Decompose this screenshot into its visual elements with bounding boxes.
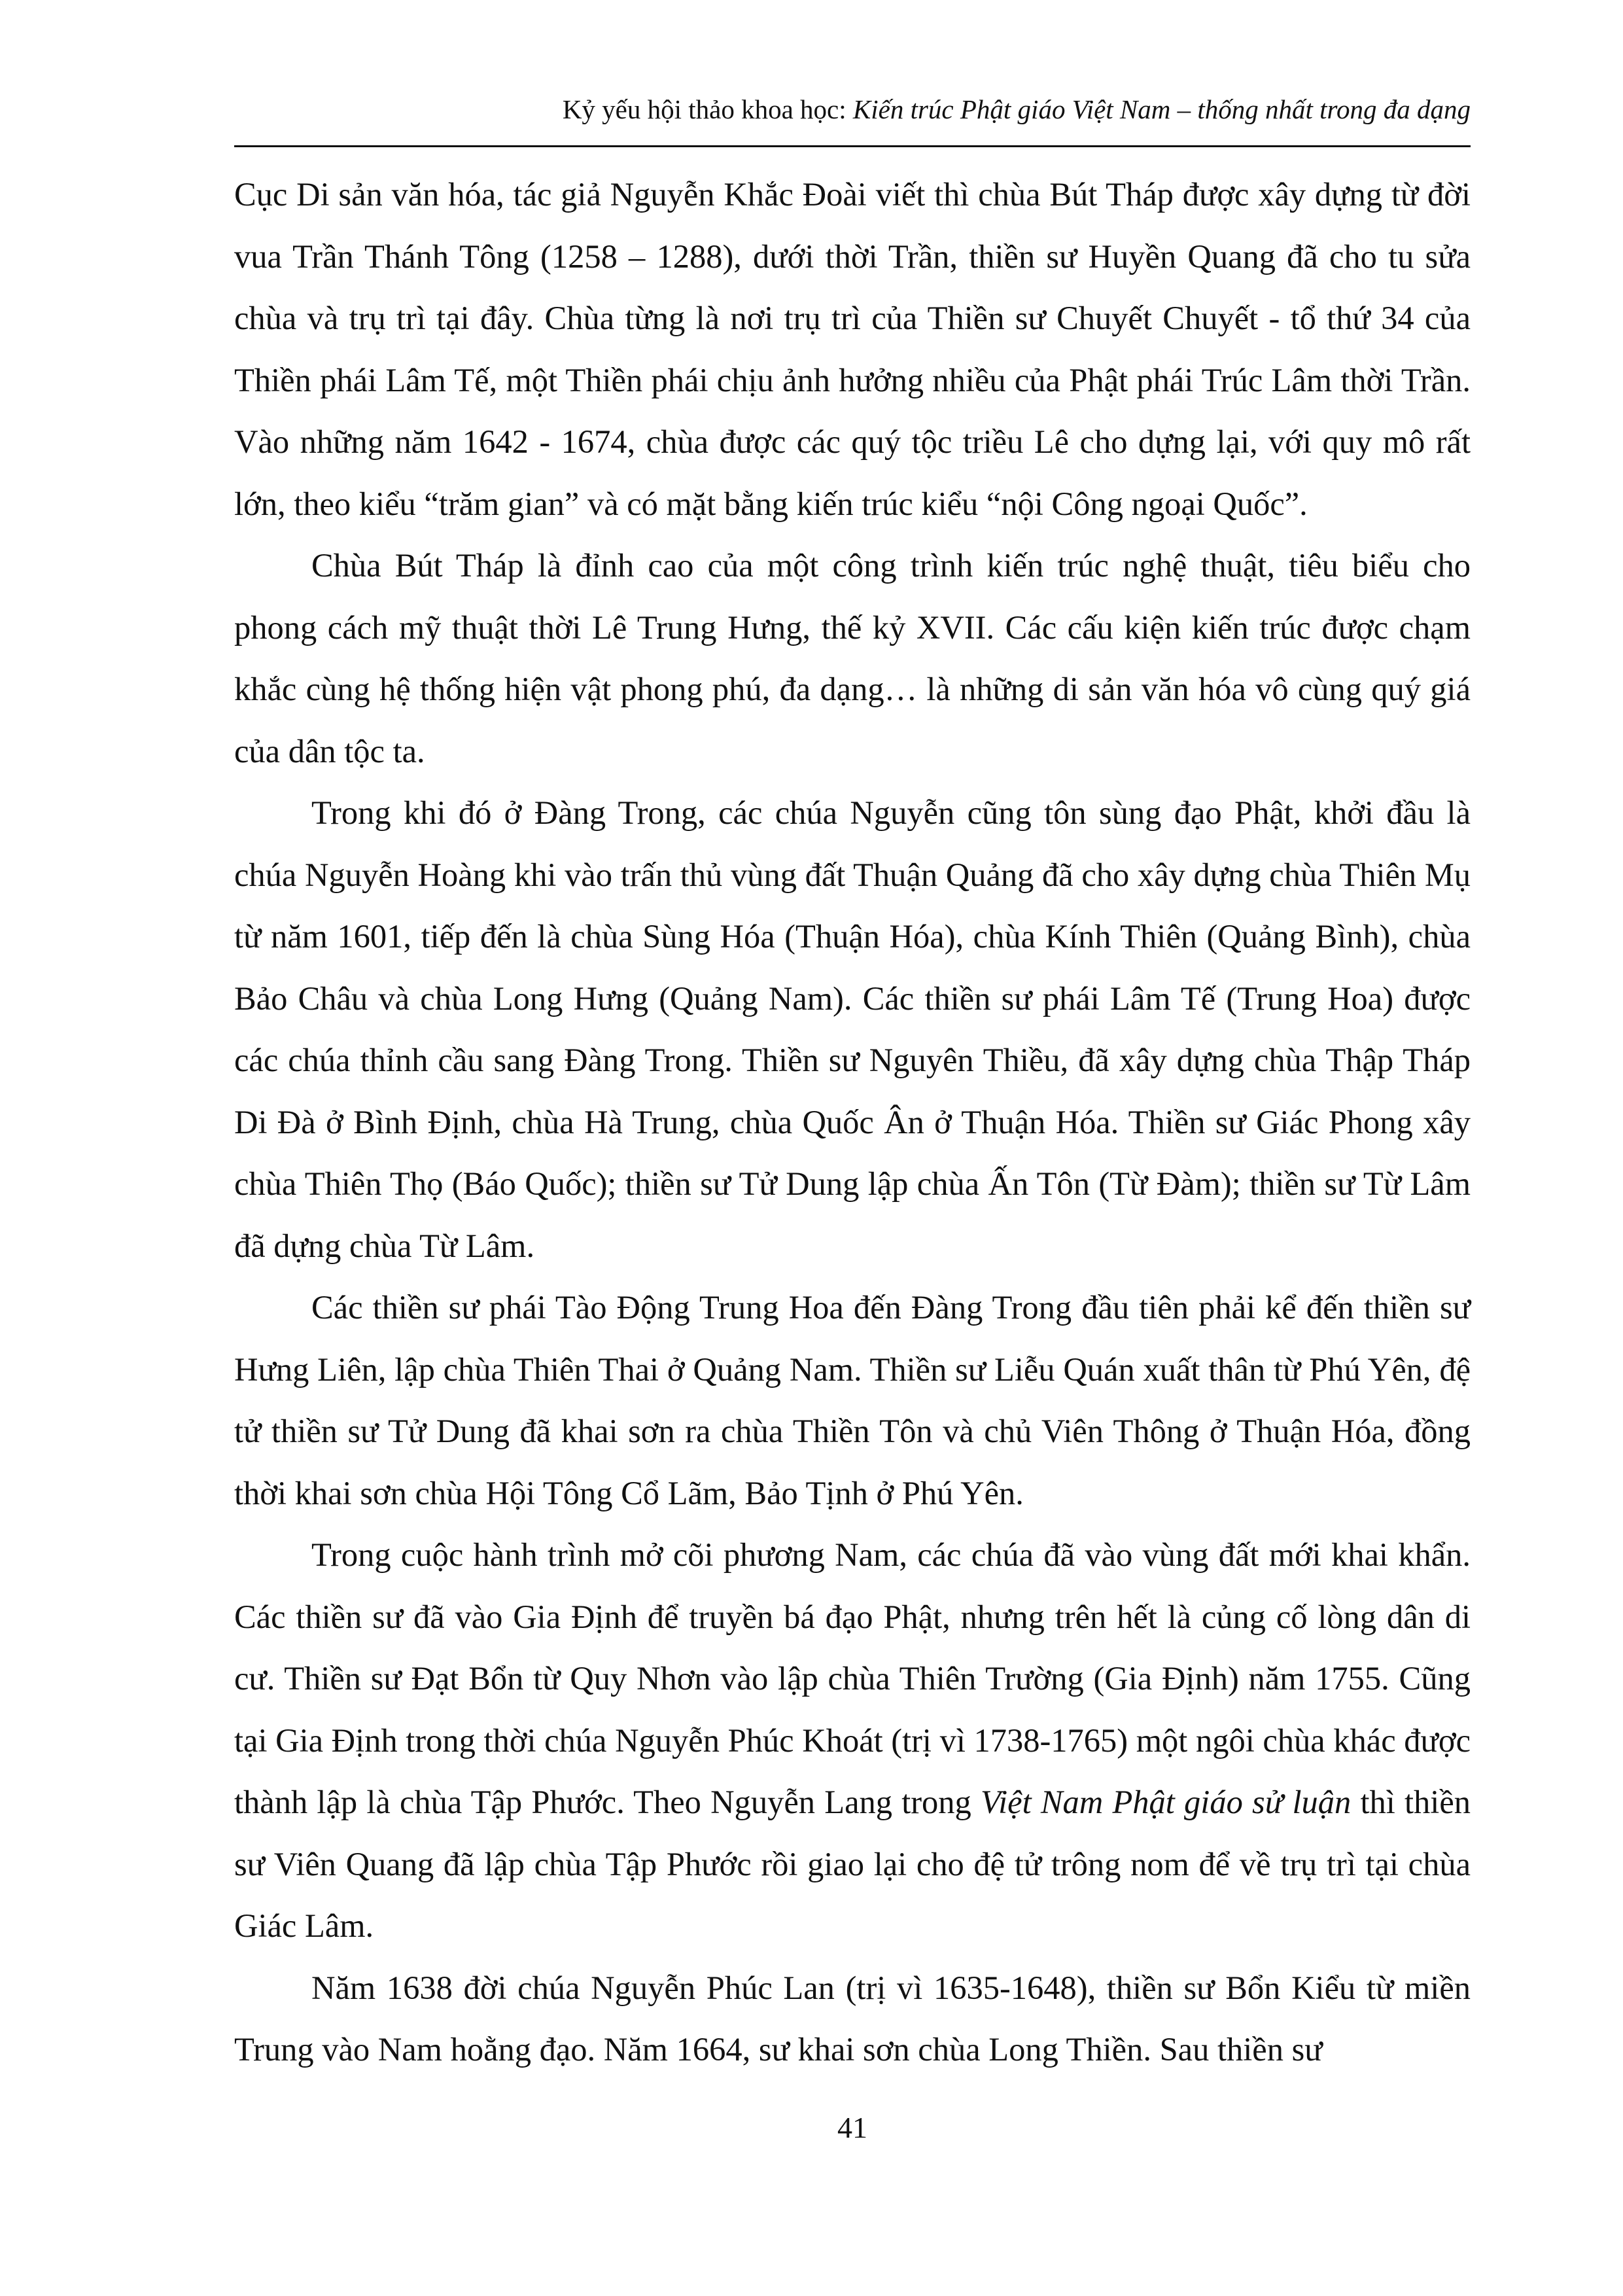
paragraph-3: Trong khi đó ở Đàng Trong, các chúa Nguyễn cũng tôn sùng đạo Phật, khởi đầu là chúa Nguyễn Hoàng khi vào trấn thủ vùng đất Thuận Quảng đã cho xây dựng chùa Thiên Mụ từ năm 1601, tiếp đến là chùa Sùng Hóa (Thuận Hóa), chùa Kính Thiên (Quảng Bình), chùa Bảo Châu và chùa Long Hưng (Quảng Nam). Các thiền sư phái Lâm Tế (Trung Hoa) được các chúa thỉnh cầu sang Đàng Trong. Thiền sư Nguyên Thiều, đã xây dựng chùa Thập Tháp Di Đà ở Bình Định, chùa Hà Trung, chùa Quốc Ân ở Thuận Hóa. Thiền sư Giác Phong xây chùa Thiên Thọ (Báo Quốc); thiền sư Tử Dung lập chùa Ấn Tôn (Từ Đàm); thiền sư Từ Lâm đã dựng chùa Từ Lâm. [234, 794, 1471, 1264]
book-title: Việt Nam Phật giáo sử luận [981, 1784, 1352, 1820]
running-header [234, 92, 1471, 127]
paragraph-2: Chùa Bút Tháp là đỉnh cao của một công trình kiến trúc nghệ thuật, tiêu biểu cho phong cách mỹ thuật thời Lê Trung Hưng, thế kỷ XVII. Các cấu kiện kiến trúc được chạm khắc cùng hệ thống hiện vật phong phú, đa dạng… là những di sản văn hóa vô cùng quý giá của dân tộc ta. [234, 547, 1471, 769]
paragraph-5-text-before: Trong cuộc hành trình mở cõi phương Nam, các chúa đã vào vùng đất mới khai khẩn. Các thiền sư đã vào Gia Định để truyền bá đạo Phật, nhưng trên hết là củng cố lòng dân di cư. Thiền sư Đạt Bổn từ Quy Nhơn vào lập chùa Thiên Trường (Gia Định) năm 1755. Cũng tại Gia Định trong thời chúa Nguyễn Phúc Khoát (trị vì 1738-1765) một ngôi chùa khác được thành lập là chùa Tập Phước. Theo Nguyễn Lang trong [234, 1536, 1471, 1820]
page-number: 41 [837, 2111, 867, 2144]
paragraph-5 [234, 1524, 1471, 1957]
header-conference-title: Kiến trúc Phật giáo Việt Nam – thống nhất trong đa dạng [852, 94, 1471, 124]
header-divider [234, 145, 1471, 147]
paragraph-6: Năm 1638 đời chúa Nguyễn Phúc Lan (trị vì 1635-1648), thiền sư Bổn Kiểu từ miền Trung vào Nam hoằng đạo. Năm 1664, sư khai sơn chùa Long Thiền. Sau thiền sư [234, 1969, 1471, 2068]
header-prefix: Kỷ yếu hội thảo khoa học: [562, 94, 853, 124]
paragraph-4: Các thiền sư phái Tào Động Trung Hoa đến Đàng Trong đầu tiên phải kể đến thiền sư Hưng Liên, lập chùa Thiên Thai ở Quảng Nam. Thiền sư Liễu Quán xuất thân từ Phú Yên, đệ tử thiền sư Tử Dung đã khai sơn ra chùa Thiền Tôn và chủ Viên Thông ở Thuận Hóa, đồng thời khai sơn chùa Hội Tông Cổ Lãm, Bảo Tịnh ở Phú Yên. [234, 1289, 1471, 1511]
paragraph-5-text-after: thì thiền sư Viên Quang đã lập chùa Tập Phước rồi giao lại cho đệ tử trông nom để về trụ trì tại chùa Giác Lâm. [234, 1784, 1471, 1944]
body-text [234, 164, 1471, 2081]
paragraph-1: Cục Di sản văn hóa, tác giả Nguyễn Khắc Đoài viết thì chùa Bút Tháp được xây dựng từ đời vua Trần Thánh Tông (1258 – 1288), dưới thời Trần, thiền sư Huyền Quang đã cho tu sửa chùa và trụ trì tại đây. Chùa từng là nơi trụ trì của Thiền sư Chuyết Chuyết - tổ thứ 34 của Thiền phái Lâm Tế, một Thiền phái chịu ảnh hưởng nhiều của Phật phái Trúc Lâm thời Trần. Vào những năm 1642 - 1674, chùa được các quý tộc triều Lê cho dựng lại, với quy mô rất lớn, theo kiểu “trăm gian” và có mặt bằng kiến trúc kiểu “nội Công ngoại Quốc”. [234, 176, 1471, 522]
